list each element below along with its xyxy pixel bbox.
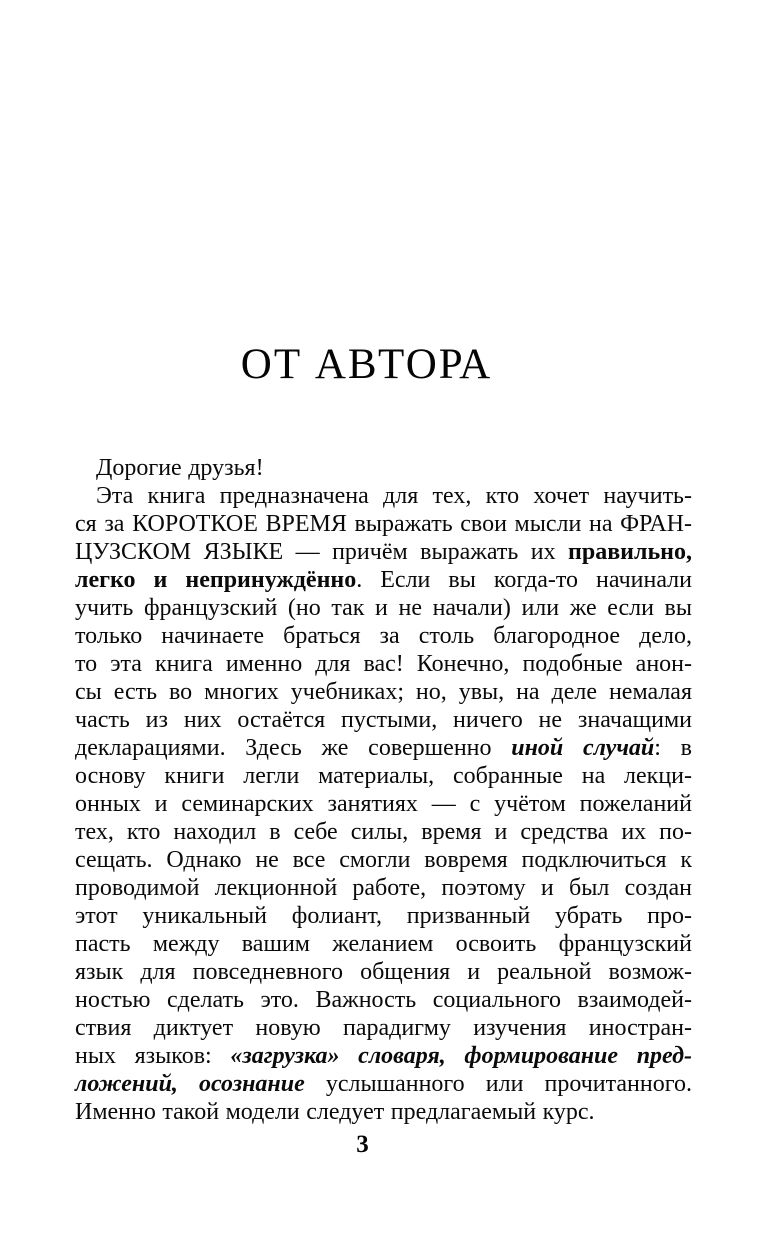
page-number: 3 — [356, 1131, 369, 1158]
text-line — [75, 1098, 692, 1126]
text-segment: . Если вы когда-то начинали — [356, 567, 693, 593]
text-segment: : в — [654, 735, 693, 761]
text-segment: ложений, осознание — [75, 1071, 305, 1097]
text-segment: правильно, — [568, 539, 692, 565]
text-line — [75, 538, 692, 566]
text-line — [75, 482, 692, 510]
text-line — [75, 874, 692, 902]
text-line — [75, 986, 692, 1014]
body-text — [75, 454, 692, 1126]
text-segment: пасть между вашим желанием освоить французский — [75, 931, 692, 957]
text-segment: проводимой лекционной работе, поэтому и был создан — [75, 875, 692, 901]
text-line — [75, 594, 692, 622]
text-segment: Дорогие друзья! — [96, 455, 264, 481]
text-segment: сы есть во многих учебниках; но, увы, на деле немалая — [75, 679, 692, 705]
text-segment: ся за КОРОТКОЕ ВРЕМЯ выражать свои мысли на ФРАН- — [75, 511, 692, 537]
text-segment: ных языков: — [75, 1043, 231, 1069]
text-segment: иной случай — [511, 735, 655, 761]
text-segment: Именно такой модели следует предлагаемый курс. — [75, 1099, 595, 1125]
text-line — [75, 678, 692, 706]
text-line — [75, 566, 692, 594]
text-line — [75, 818, 692, 846]
text-line — [75, 650, 692, 678]
text-segment: услышанного или прочитанного. — [304, 1071, 692, 1097]
text-segment: учить французский (но так и не начали) или же если вы — [75, 595, 692, 621]
text-line — [75, 454, 692, 482]
text-line — [75, 958, 692, 986]
text-segment: то эта книга именно для вас! Конечно, подобные анон- — [75, 651, 692, 677]
text-segment: только начинаете браться за столь благородное дело, — [75, 623, 692, 649]
text-line — [75, 762, 692, 790]
text-line — [75, 930, 692, 958]
text-segment: сещать. Однако не все смогли вовремя подключиться к — [75, 847, 692, 873]
text-line — [75, 790, 692, 818]
text-line — [75, 510, 692, 538]
text-segment: часть из них остаётся пустыми, ничего не значащими — [75, 707, 692, 733]
folio-row — [75, 1131, 692, 1159]
text-segment: этот уникальный фолиант, призванный убрать про- — [75, 903, 692, 929]
text-segment: декларациями. Здесь же совершенно — [75, 735, 512, 761]
text-segment: ЦУЗСКОМ ЯЗЫКЕ — причём выражать их — [75, 539, 569, 565]
text-segment: тех, кто находил в себе силы, время и средства их по- — [75, 819, 692, 845]
text-line — [75, 902, 692, 930]
text-line — [75, 1070, 692, 1098]
text-line — [75, 622, 692, 650]
text-segment: онных и семинарских занятиях — с учётом пожеланий — [75, 791, 692, 817]
text-segment: Эта книга предназначена для тех, кто хочет научить- — [96, 483, 692, 509]
text-segment: ностью сделать это. Важность социального взаимодей- — [75, 987, 692, 1013]
chapter-title-row — [75, 341, 692, 389]
chapter-title: ОТ АВТОРА — [240, 341, 493, 388]
text-segment: «загрузка» словаря, формирование пред- — [230, 1043, 693, 1069]
text-line — [75, 846, 692, 874]
text-line — [75, 706, 692, 734]
text-line — [75, 734, 692, 762]
text-line — [75, 1014, 692, 1042]
text-line — [75, 1042, 692, 1070]
text-segment: основу книги легли материалы, собранные на лекци- — [75, 763, 692, 789]
text-segment: ствия диктует новую парадигму изучения иностран- — [75, 1015, 692, 1041]
text-segment: легко и непринуждённо — [75, 567, 357, 593]
text-segment: язык для повседневного общения и реальной возмож- — [75, 959, 692, 985]
